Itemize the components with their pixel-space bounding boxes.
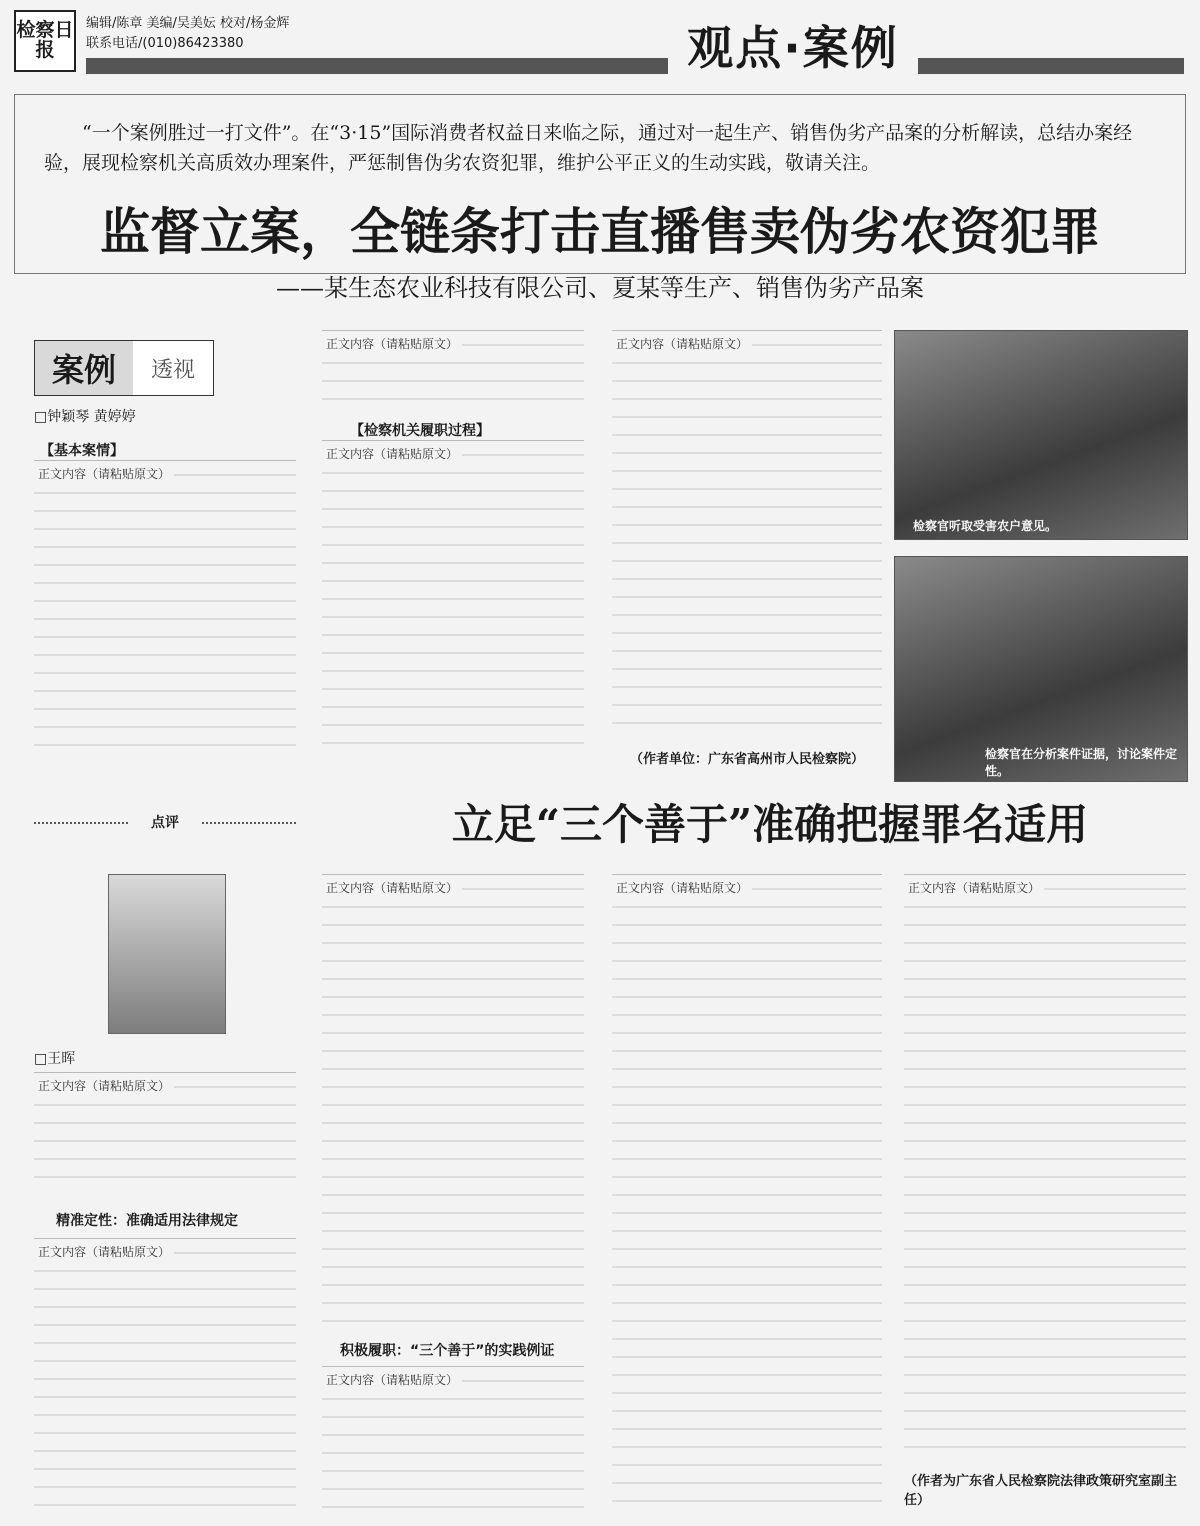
staff-line: 编辑/陈章 美编/吴美妘 校对/杨金辉	[86, 16, 290, 31]
article-subtitle: ——某生态农业科技有限公司、夏某等生产、销售伪劣产品案	[276, 274, 924, 302]
heading-basic: 【基本案情】	[40, 443, 124, 459]
body-placeholder: 正文内容（请粘贴原文）	[322, 447, 462, 461]
news-photo	[894, 330, 1188, 540]
intro-paragraph: “一个案例胜过一打文件”。在“3·15”国际消费者权益日来临之际，通过对一起生产、销售伪劣产品案的分析解读，总结办案经验，展现检察机关高质效办理案件，严惩制售伪劣农资犯罪，维护公平正义的生动实践，敬请关注。	[44, 122, 1133, 174]
body-placeholder: 正文内容（请粘贴原文）	[612, 337, 752, 351]
section-title: 观点·案例	[668, 10, 918, 80]
body-column	[34, 1238, 296, 1514]
commentary-author: □王晖	[34, 1051, 76, 1067]
body-column	[612, 330, 882, 740]
body-placeholder: 正文内容（请粘贴原文）	[904, 881, 1044, 895]
author-unit: （作者单位：广东省高州市人民检察院）	[630, 752, 865, 767]
body-column	[322, 440, 584, 760]
body-column	[322, 1366, 584, 1514]
body-placeholder: 正文内容（请粘贴原文）	[34, 1245, 174, 1259]
author-portrait	[108, 874, 226, 1034]
case-tag-main: 案例	[35, 341, 133, 395]
commentary-title: 立足“三个善于”准确把握罪名适用	[451, 800, 1089, 849]
photo-caption: 检察官听取受害农户意见。	[913, 519, 1058, 533]
body-column	[612, 874, 882, 1514]
case-tag-side: 透视	[150, 357, 195, 383]
body-column	[322, 330, 584, 414]
body-placeholder: 正文内容（请粘贴原文）	[322, 1373, 462, 1387]
commentary-label: 点评	[130, 812, 200, 832]
body-column	[34, 1072, 296, 1190]
body-placeholder: 正文内容（请粘贴原文）	[612, 881, 752, 895]
phone-line: 联系电话/(010)86423380	[86, 36, 244, 51]
heading-process: 【检察机关履职过程】	[350, 423, 490, 439]
commentary-heading: 精准定性：准确适用法律规定	[56, 1213, 238, 1229]
case-tag	[34, 340, 214, 396]
masthead-meta	[86, 14, 289, 54]
body-column	[904, 874, 1186, 1456]
commentary-author-unit: （作者为广东省人民检察院法律政策研究室副主任）	[904, 1474, 1178, 1508]
body-placeholder: 正文内容（请粘贴原文）	[34, 1079, 174, 1093]
article-title: 监督立案，全链条打击直播售卖伪劣农资犯罪	[100, 202, 1100, 261]
body-placeholder: 正文内容（请粘贴原文）	[322, 881, 462, 895]
article-authors: □钟颖琴 黄婷婷	[34, 409, 136, 425]
commentary-heading: 积极履职：“三个善于”的实践例证	[340, 1343, 555, 1359]
photo-caption: 检察官在分析案件证据，讨论案件定性。	[985, 747, 1178, 778]
body-placeholder: 正文内容（请粘贴原文）	[322, 337, 462, 351]
masthead-logo: 检察日报	[14, 10, 76, 72]
body-column	[34, 460, 296, 760]
masthead-bar	[86, 58, 1184, 74]
body-placeholder: 正文内容（请粘贴原文）	[34, 467, 174, 481]
body-column	[322, 874, 584, 1330]
news-photo	[894, 556, 1188, 782]
